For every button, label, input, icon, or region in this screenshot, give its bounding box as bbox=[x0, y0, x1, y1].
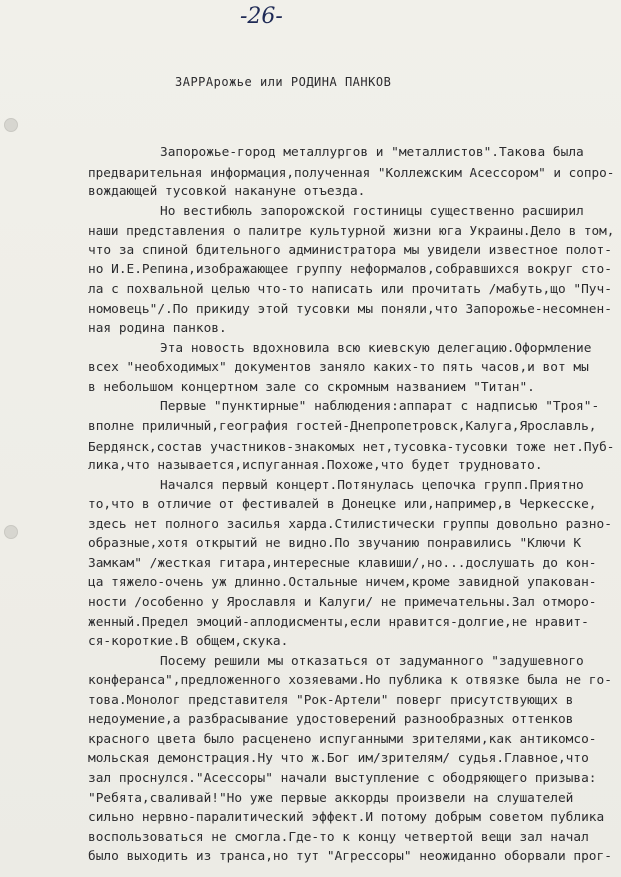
text-line: ная родина панков. bbox=[88, 321, 227, 336]
punch-hole-decoration bbox=[4, 525, 18, 539]
text-line: ца тяжело-очень уж длинно.Остальные ничем,кроме завидной упакован- bbox=[88, 575, 597, 590]
text-line: лика,что называется,испуганная.Похоже,что будет трудновато. bbox=[88, 458, 543, 473]
text-line: Запорожье-город металлургов и "металлистов".Такова была bbox=[160, 145, 584, 160]
text-line: "Ребята,сваливай!"Но уже первые аккорды произвели на слушателей bbox=[88, 791, 574, 806]
text-line: ла с похвальной целью что-то написать или прочитать /мабуть,що "Пуч- bbox=[88, 282, 612, 297]
text-line: Первые "пунктирные" наблюдения:аппарат с надписью "Троя"- bbox=[160, 399, 600, 414]
text-line: что за спиной бдительного администратора мы увидели известное полот- bbox=[88, 243, 612, 258]
text-line: было выходить из транса,но тут "Агрессоры" неожиданно оборвали прог- bbox=[88, 849, 612, 864]
text-line: ности /особенно у Ярославля и Калуги/ не примечательны.Зал отморо- bbox=[88, 595, 597, 610]
text-line: сильно нервно-паралитический эффект.И потому добрым советом публика bbox=[88, 810, 605, 825]
text-line: красного цвета было расценено испуганными зрителями,как антикомсо- bbox=[88, 732, 597, 747]
page-number: -26- bbox=[240, 4, 283, 29]
text-line: Начался первый концерт.Потянулась цепочка групп.Приятно bbox=[160, 478, 584, 493]
text-line: в небольшом концертном зале со скромным названием "Титан". bbox=[88, 380, 535, 395]
text-line: Бердянск,состав участников-знакомых нет,тусовка-тусовки тоже нет.Пуб- bbox=[88, 439, 615, 454]
text-line: но И.Е.Репина,изображающее группу неформалов,собравшихся вокруг сто- bbox=[88, 262, 612, 277]
text-line: Посему решили мы отказаться от задуманного "задушевного bbox=[160, 654, 584, 669]
text-line: Но вестибюль запорожской гостиницы существенно расширил bbox=[160, 204, 584, 219]
text-line: всех "необходимых" документов заняло каких-то пять часов,и вот мы bbox=[88, 360, 589, 375]
text-line: женный.Предел эмоций-аплодисменты,если нравится-долгие,не нравит- bbox=[88, 615, 589, 630]
text-line: здесь нет полного засилья харда.Стилистически группы довольно разно- bbox=[88, 517, 612, 532]
text-line: номовець"/.По прикиду этой тусовки мы поняли,что Запорожье-несомнен- bbox=[88, 302, 612, 317]
text-line: мольская демонстрация.Ну что ж.Бог им/зрителям/ судья.Главное,что bbox=[88, 751, 589, 766]
text-line: ся-короткие.В общем,скука. bbox=[88, 634, 289, 649]
punch-hole-decoration bbox=[4, 118, 18, 132]
text-line: зал проснулся."Асессоры" начали выступление с ободряющего призыва: bbox=[88, 771, 597, 786]
text-line: вполне приличный,география гостей-Днепропетровск,Калуга,Ярославль, bbox=[88, 419, 597, 434]
text-line: Замкам" /жесткая гитара,интересные клавиши/,но...дослушать до кон- bbox=[88, 556, 597, 571]
text-line: то,что в отличие от фестивалей в Донецке или,например,в Черкесске, bbox=[88, 497, 597, 512]
text-line: вождающей тусовкой накануне отъезда. bbox=[88, 184, 366, 199]
page-title: ЗАРРАрожье или РОДИНА ПАНКОВ bbox=[175, 75, 392, 89]
text-line: това.Монолог представителя "Рок-Артели" поверг присутствующих в bbox=[88, 693, 574, 708]
text-line: конферанса",предложенного хозяевами.Но публика к отвязке была не го- bbox=[88, 673, 612, 688]
text-line: Эта новость вдохновила всю киевскую делегацию.Оформление bbox=[160, 341, 592, 356]
text-line: наши представления о палитре культурной жизни юга Украины.Дело в том, bbox=[88, 223, 615, 238]
text-line: недоумение,а разбрасывание удостоверений разнообразных оттенков bbox=[88, 712, 574, 727]
text-line: предварительная информация,полученная "Коллежским Асессором" и сопро- bbox=[88, 165, 615, 180]
text-line: образные,хотя открытий не видно.По звучанию понравились "Ключи К bbox=[88, 536, 582, 551]
text-line: воспользоваться не смогла.Где-то к концу четвертой вещи зал начал bbox=[88, 830, 589, 845]
